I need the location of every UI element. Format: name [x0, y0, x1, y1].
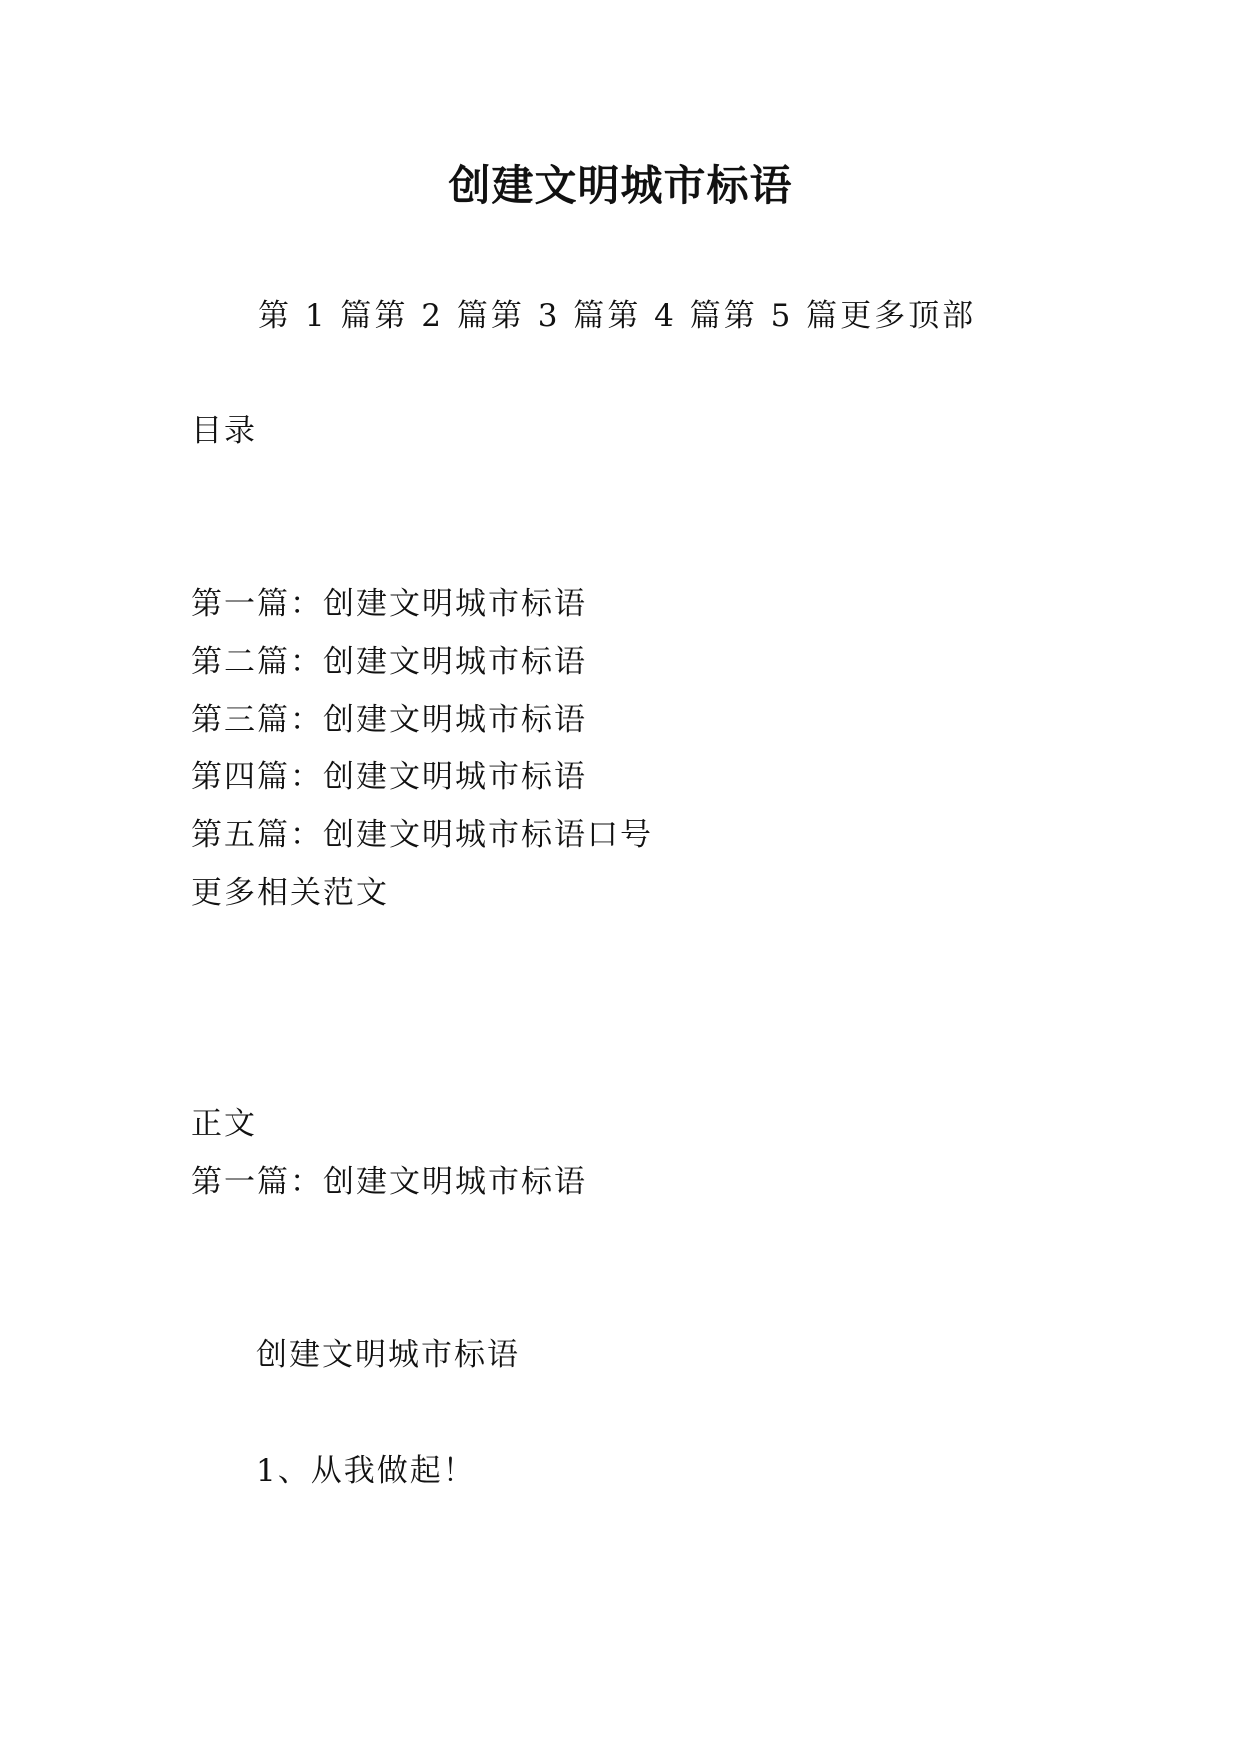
toc-heading: 目录	[191, 413, 257, 449]
section-subtitle: 创建文明城市标语	[256, 1337, 520, 1373]
article-nav	[258, 296, 976, 336]
nav-link-article-1[interactable]: 第 1 篇	[258, 298, 375, 334]
toc-item-4[interactable]: 第四篇：创建文明城市标语	[191, 759, 587, 795]
nav-link-top[interactable]: 顶部	[908, 298, 977, 334]
body-heading: 正文	[191, 1106, 257, 1142]
slogan-item-1: 1、从我做起！	[256, 1453, 476, 1489]
nav-link-article-4[interactable]: 第 4 篇	[607, 298, 724, 334]
toc-item-1[interactable]: 第一篇：创建文明城市标语	[191, 586, 587, 622]
toc-item-2[interactable]: 第二篇：创建文明城市标语	[191, 644, 587, 680]
nav-link-article-3[interactable]: 第 3 篇	[490, 298, 608, 334]
toc-item-more[interactable]: 更多相关范文	[191, 875, 389, 911]
document-title: 创建文明城市标语	[448, 161, 793, 210]
nav-link-article-2[interactable]: 第 2 篇	[374, 298, 491, 334]
nav-link-more[interactable]: 更多	[840, 298, 909, 334]
section-title: 第一篇：创建文明城市标语	[191, 1164, 587, 1200]
nav-link-article-5[interactable]: 第 5 篇	[723, 298, 841, 334]
toc-item-5[interactable]: 第五篇：创建文明城市标语口号	[191, 817, 653, 853]
toc-item-3[interactable]: 第三篇：创建文明城市标语	[191, 702, 587, 738]
